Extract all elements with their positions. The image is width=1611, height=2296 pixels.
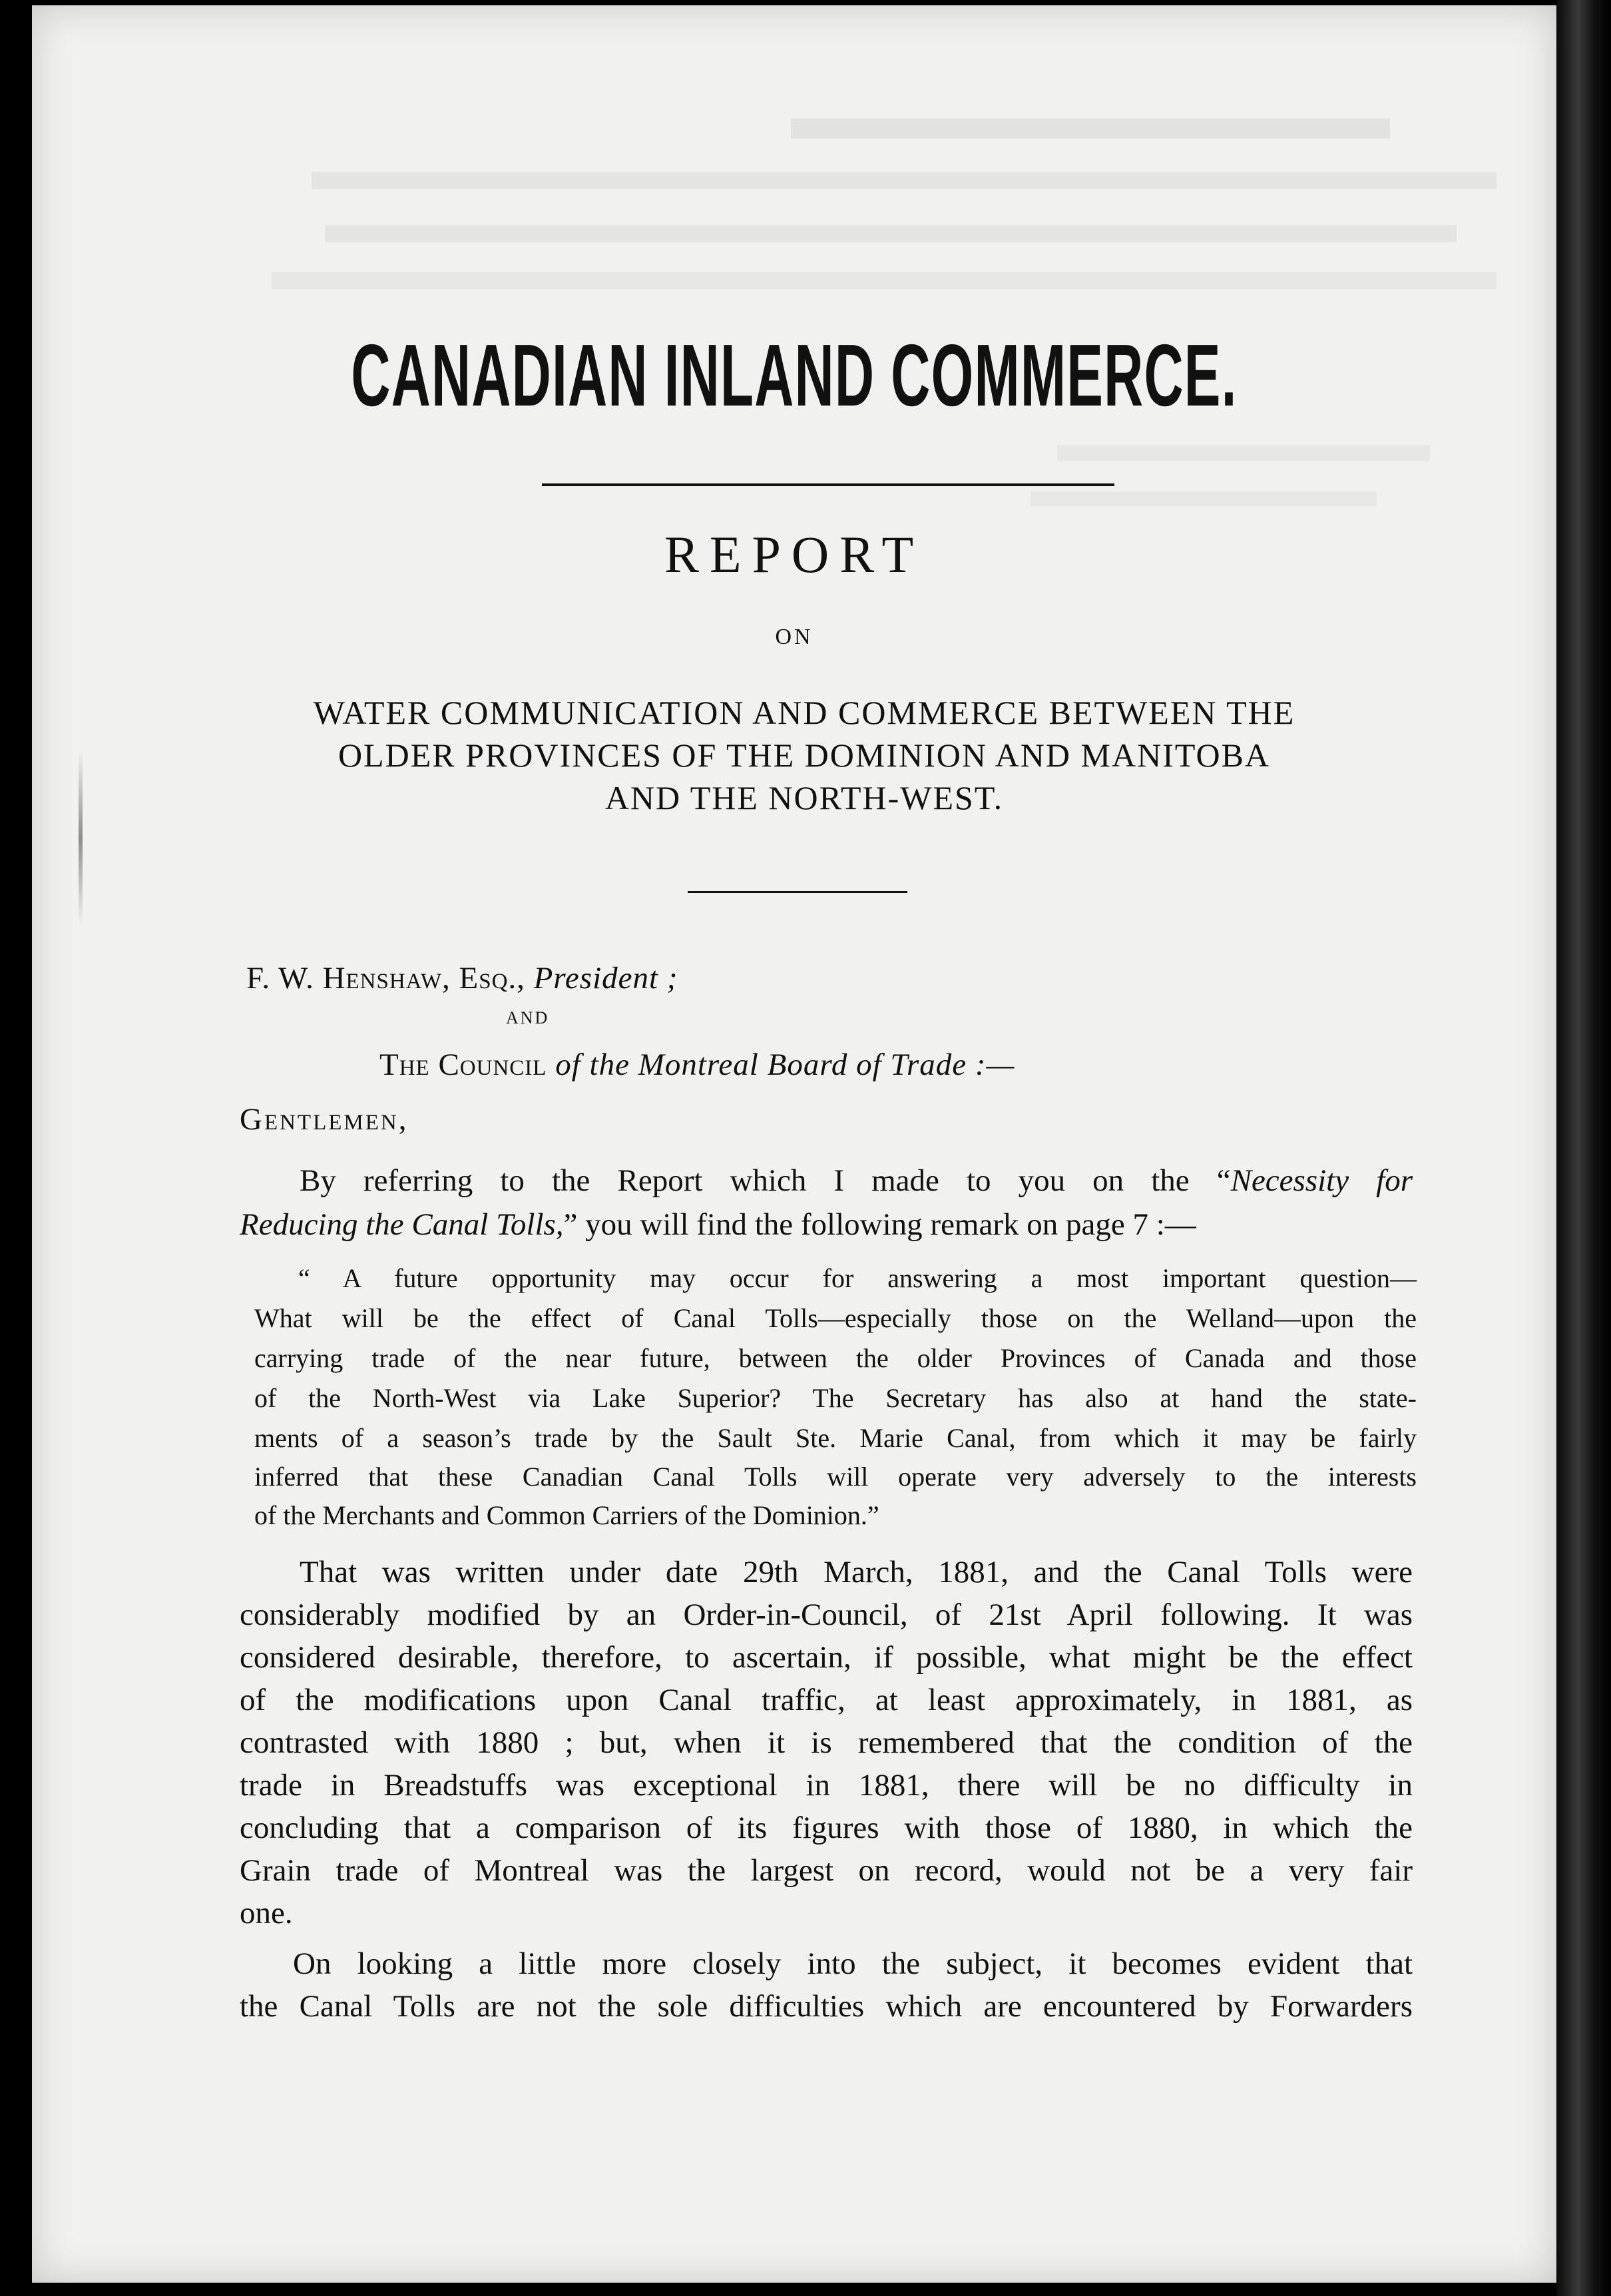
paragraph-1-line [240,1209,1196,1241]
council-name: The Council [379,1047,547,1082]
scan-edge-shadow [1556,0,1611,2296]
paragraph-2-line: trade in Breadstuffs was exceptional in 1881, there will be no difficulty in [240,1768,1413,1803]
paragraph-1-text: By referring to the Report which I made to you on the “ [300,1163,1231,1198]
and-word: AND [506,1008,550,1027]
bleed-through-shadow [325,225,1457,242]
subtitle-line: OLDER PROVINCES OF THE DOMINION AND MANITOBA [338,736,1271,774]
title-rule [542,483,1114,486]
quote-line: ments of a season’s trade by the Sault Ste. Marie Canal, from which it may be fairly [254,1423,1417,1453]
council-board: of the Montreal Board of Trade :— [555,1047,1015,1082]
paragraph-3-line: On looking a little more closely into the subject, it becomes evident that [293,1946,1413,1981]
document-title: CANADIAN INLAND COMMERCE. [351,326,1238,424]
on-word: ON [775,625,813,649]
quote-line: carrying trade of the near future, between the older Provinces of Canada and those [254,1343,1417,1373]
paragraph-1-line [300,1165,1413,1197]
paragraph-3-line: the Canal Tolls are not the sole difficulties which are encountered by Forwarders [240,1989,1413,2024]
paragraph-1-italic: Reducing the Canal Tolls, [240,1207,564,1242]
paragraph-2-line: one. [240,1896,293,1930]
paragraph-2-line: That was written under date 29th March, 1881, and the Canal Tolls were [300,1555,1413,1589]
bleed-through-shadow [312,172,1496,189]
paragraph-2-line: considered desirable, therefore, to ascertain, if possible, what might be the effect [240,1640,1413,1675]
paragraph-1-text: ” you will find the following remark on page 7 :— [563,1207,1196,1242]
bleed-through-shadow [272,272,1496,289]
bleed-through-shadow [1057,445,1430,461]
quote-line: of the Merchants and Common Carriers of the Dominion.” [254,1500,879,1530]
document-page [32,5,1556,2283]
report-heading: REPORT [664,525,925,583]
paragraph-2-line: Grain trade of Montreal was the largest on record, would not be a very fair [240,1853,1413,1888]
council-line [379,1049,1015,1081]
paragraph-2-line: contrasted with 1880 ; but, when it is remembered that the condition of the [240,1725,1413,1760]
salutation: Gentlemen, [240,1102,409,1137]
quote-line: “ A future opportunity may occur for answering a most important question— [298,1263,1417,1293]
paragraph-2-line: concluding that a comparison of its figures with those of 1880, in which the [240,1811,1413,1845]
paragraph-2-line: considerably modified by an Order-in-Council, of 21st April following. It was [240,1597,1413,1632]
paragraph-2-line: of the modifications upon Canal traffic, at least approximately, in 1881, as [240,1683,1413,1717]
quote-line: of the North-West via Lake Superior? The Secretary has also at hand the state- [254,1383,1417,1413]
bleed-through-shadow [791,119,1390,139]
subtitle-line: AND THE NORTH-WEST. [604,779,1004,816]
addressee-role: President ; [533,961,678,996]
page-fold-mark [79,751,83,924]
report-subtitle [212,691,1397,819]
quote-line: What will be the effect of Canal Tolls—especially those on the Welland—upon the [254,1303,1417,1333]
paragraph-1-italic: Necessity for [1230,1163,1413,1198]
bleed-through-shadow [1031,491,1377,506]
quote-line: inferred that these Canadian Canal Tolls will operate very adversely to the interests [254,1462,1417,1492]
subtitle-line: WATER COMMUNICATION AND COMMERCE BETWEEN THE [313,694,1295,731]
subtitle-rule [688,891,907,893]
addressee-name: F. W. Henshaw, Esq., [246,961,525,996]
addressee-line [246,963,678,994]
